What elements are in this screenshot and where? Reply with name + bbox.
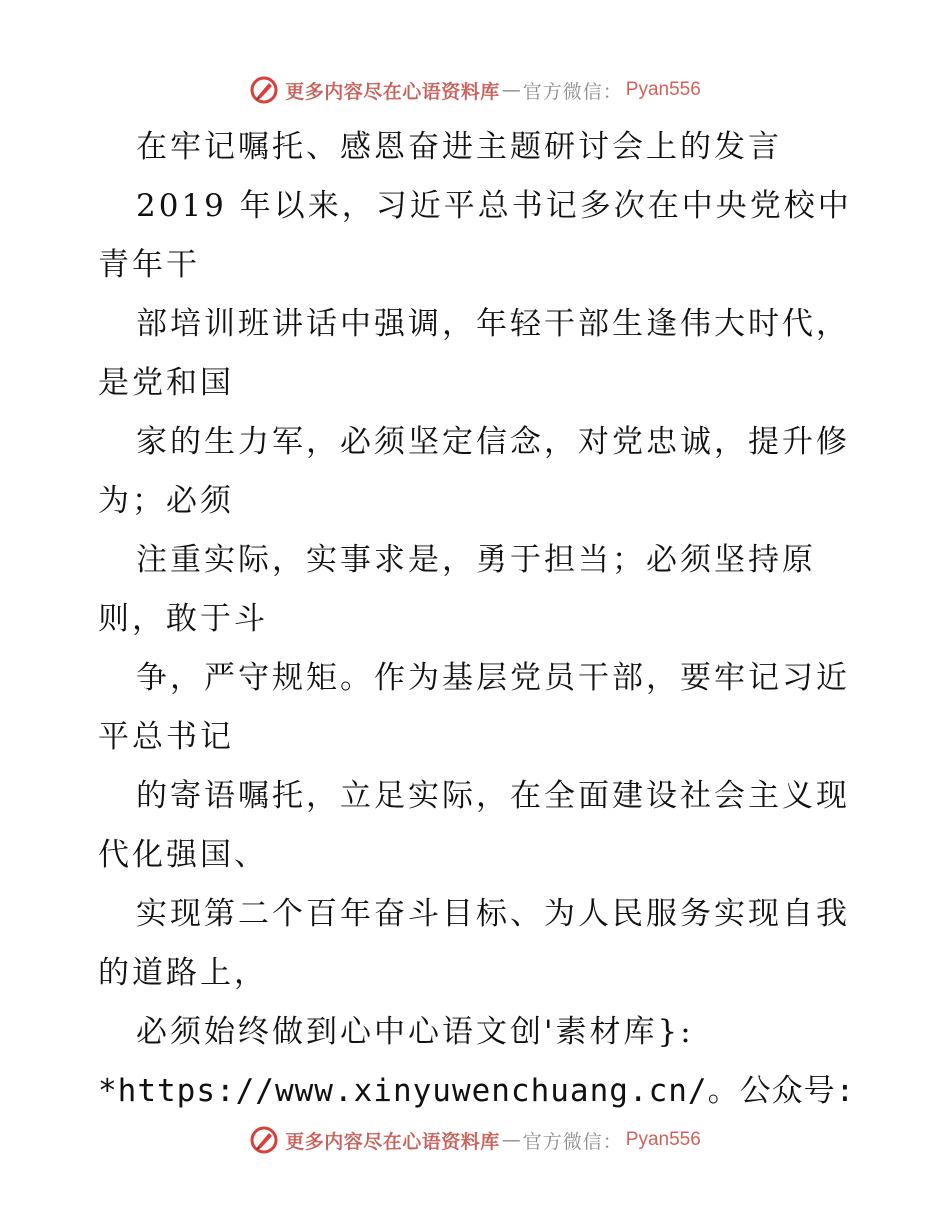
watermark-colon: ： <box>602 1130 622 1153</box>
text-line: 为；必须 <box>98 483 234 519</box>
watermark-colon: ： <box>602 80 622 103</box>
header-watermark <box>0 72 950 108</box>
text-line: 的道路上， <box>98 955 268 991</box>
pen-logo-icon <box>249 1125 279 1155</box>
watermark-separator: — <box>501 1129 521 1151</box>
watermark-main-text: 更多内容尽在心语资料库 <box>285 80 500 103</box>
text-line: 则，敢于斗 <box>98 601 268 637</box>
text-line: 注重实际，实事求是，勇于担当；必须坚持原 <box>136 542 816 578</box>
watermark-account: Pyan556 <box>625 79 701 100</box>
text-line: 部培训班讲话中强调，年轻干部生逢伟大时代， <box>136 306 850 342</box>
text-line: 争，严守规矩。作为基层党员干部，要牢记习近 <box>136 660 850 696</box>
text-line: 代化强国、 <box>98 837 268 873</box>
watermark-separator: — <box>501 79 521 101</box>
watermark-account: Pyan556 <box>625 1129 701 1150</box>
text-line: 的寄语嘱托，立足实际，在全面建设社会主义现 <box>136 778 850 814</box>
text-line: 平总书记 <box>98 719 234 755</box>
text-line: 2019 年以来，习近平总书记多次在中央党校中 <box>136 188 852 224</box>
document-body <box>98 118 868 1121</box>
footer-watermark <box>0 1122 950 1158</box>
text-line: 必须始终做到心中心语文创'素材库}: <box>136 1014 694 1050</box>
text-line: 家的生力军，必须坚定信念，对党忠诚，提升修 <box>136 424 850 460</box>
text-line: 实现第二个百年奋斗目标、为人民服务实现自我 <box>136 896 850 932</box>
text-line: 青年干 <box>98 247 200 283</box>
document-title: 在牢记嘱托、感恩奋进主题研讨会上的发言 <box>136 129 782 165</box>
watermark-sub-text: 官方微信 <box>522 1130 603 1153</box>
watermark-sub-text: 官方微信 <box>522 80 603 103</box>
url-text-line: *https://www.xinyuwenchuang.cn/。公众号: <box>98 1073 856 1109</box>
watermark-main-text: 更多内容尽在心语资料库 <box>285 1130 500 1153</box>
text-line: 是党和国 <box>98 365 234 401</box>
pen-logo-icon <box>249 75 279 105</box>
